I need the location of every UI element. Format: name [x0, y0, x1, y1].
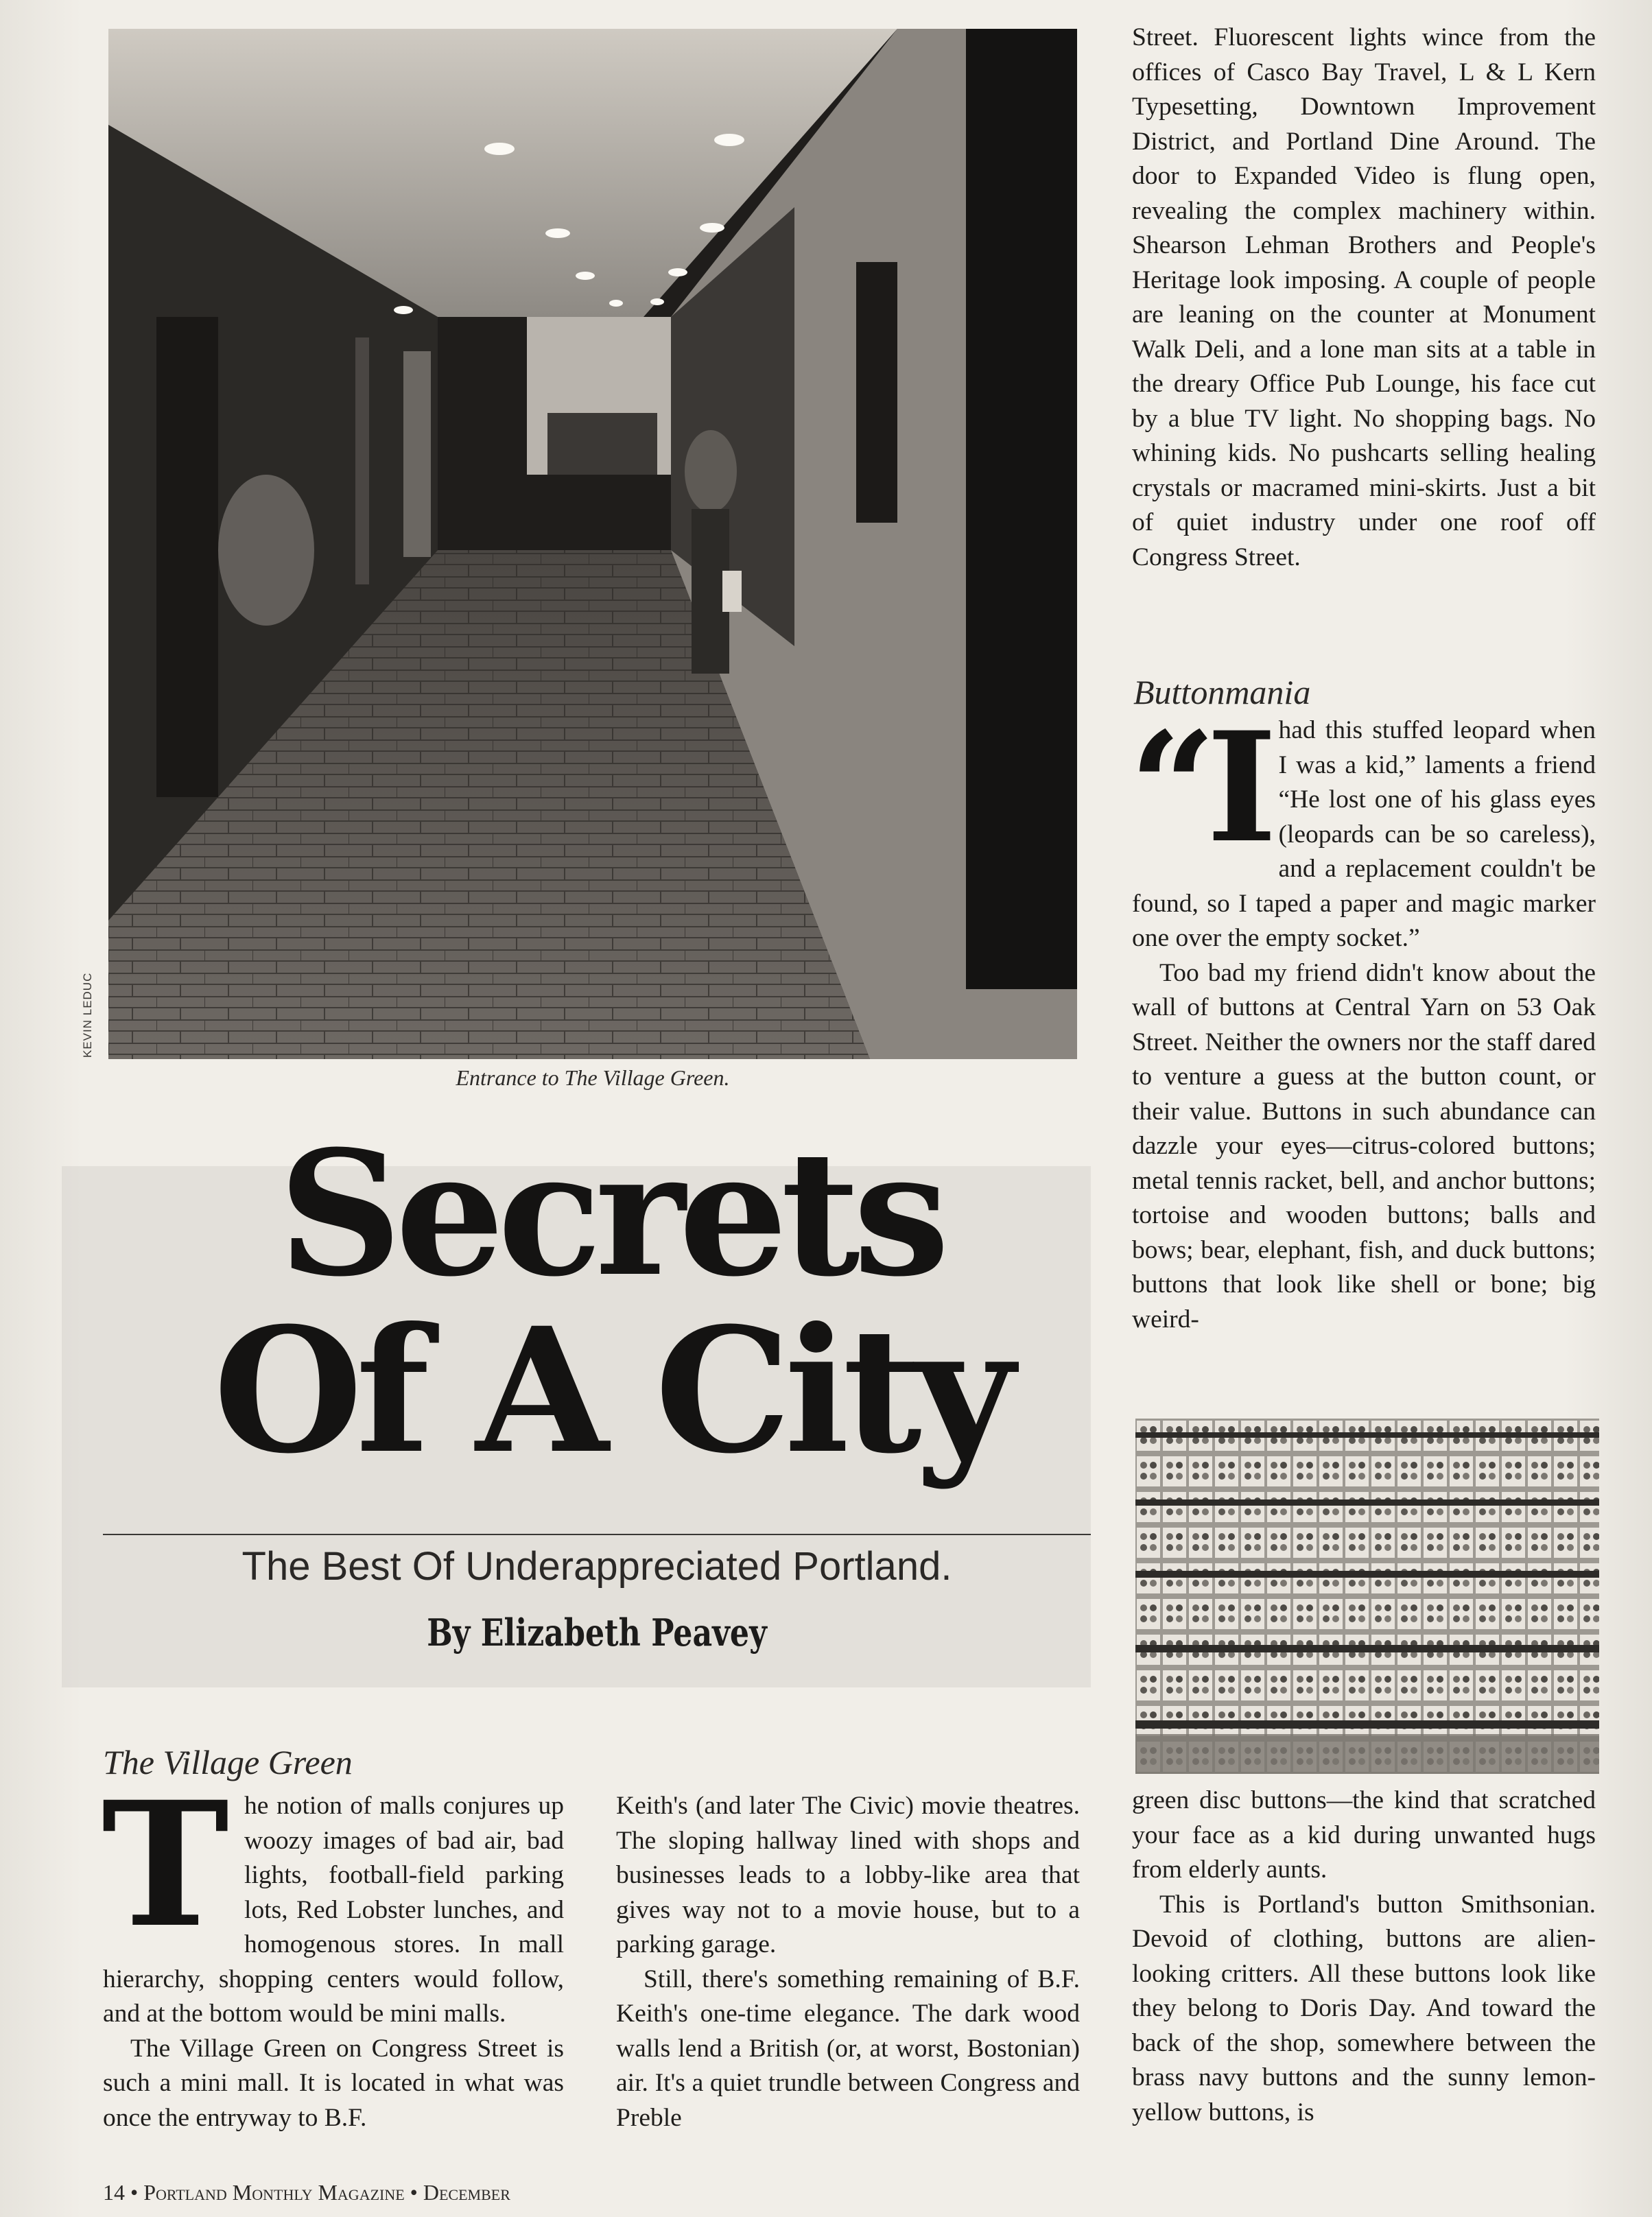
subtitle: The Best Of Underappreciated Portland. — [241, 1544, 952, 1589]
headline-rule — [103, 1534, 1091, 1535]
body-column-3-middle — [1129, 698, 1596, 1337]
paragraph: Street. Fluorescent lights wince from the offices of Casco Bay Travel, L & L Kern Typesetting, Downtown Improvement District, and Portland Dine Around. The door to Expanded Video is flung open, revealing the complex machinery within. Shearson Lehman Brothers and People's Heritage look imposing. A couple of people are leaning on the counter at Monument Walk Deli, and a lone man sits at a table in the dreary Office Pub Lounge, his face cut by a blue TV light. No shopping bags. No whining kids. No pushcarts selling healing crystals or macramed mini-skirts. Just a bit of quiet industry under one roof off Congress Street. — [1132, 23, 1596, 571]
paragraph: This is Portland's button Smithsonian. Devoid of clothing, buttons are alien-looking critters. All these buttons look like they belong to Doris Day. And toward the back of the shop, somewhere between the brass navy buttons and the sunny lemon-yellow buttons, is — [1132, 1890, 1596, 2126]
body-column-2 — [616, 1789, 1080, 2135]
button-wall-photo — [1135, 1419, 1599, 1774]
drop-cap: T — [102, 1764, 230, 1965]
hallway-photo — [108, 29, 1077, 1059]
section-heading-buttonmania: Buttonmania — [1133, 673, 1311, 711]
paragraph: green disc buttons—the kind that scratched your face as a kid during unwanted hugs from elderly aunts. — [1132, 1786, 1596, 1884]
headline-line-1: Secrets — [278, 1113, 943, 1314]
body-column-3-top — [1132, 21, 1596, 575]
paragraph-text: he notion of malls conjures up woozy images of bad air, bad lights, football-field parking lots, Red Lobster lunches, and homogenous stores. In mall hierarchy, shopping centers would follow, and at the bottom would be mini malls. — [103, 1792, 564, 2028]
drop-cap-quote: “I — [1129, 698, 1268, 876]
photo-credit: KEVIN LEDUC — [81, 972, 94, 1058]
paragraph — [1129, 698, 1596, 956]
paragraph — [102, 1764, 564, 2032]
paragraph: Still, there's something remaining of B.F. Keith's one-time elegance. The dark wood walls lend a British (or, at worst, Bostonian) air. It's a quiet trundle between Congress and Preble — [616, 1965, 1080, 2132]
paragraph-text: had this stuffed leopard when I was a kid,” laments a friend “He lost one of his glass eyes (leopards can be so careless), and a replacement couldn't be found, so I taped a paper and magic marker one over the empty socket.” — [1132, 716, 1596, 952]
byline: By Elizabeth Peavey — [427, 1611, 767, 1655]
body-column-3-bottom — [1132, 1783, 1596, 2130]
paragraph: Too bad my friend didn't know about the wall of buttons at Central Yarn on 53 Oak Street. Neither the owners nor the staff dared to venture a guess at the button count, or their value. Buttons in such abundance can dazzle your eyes—citrus-colored buttons; metal tennis racket, bell, and anchor buttons; tortoise and wooden buttons; balls and bows; bear, elephant, fish, and duck buttons; buttons that look like shell or bone; big weird- — [1132, 958, 1596, 1333]
photo-caption: Entrance to The Village Green. — [456, 1065, 730, 1090]
headline-line-2: Of A City — [213, 1290, 1008, 1491]
section-heading-village-green: The Village Green — [103, 1743, 353, 1781]
paragraph: The Village Green on Congress Street is such a mini mall. It is located in what was once the entryway to B.F. — [103, 2034, 564, 2132]
page-footer: 14 • Portland Monthly Magazine • December — [103, 2180, 510, 2205]
headline — [110, 1113, 1111, 1491]
body-column-1 — [102, 1764, 564, 2135]
paragraph: Keith's (and later The Civic) movie theatres. The sloping hallway lined with shops and businesses leads to a lobby-like area that gives way not to a movie house, but to a parking garage. — [616, 1792, 1080, 1958]
